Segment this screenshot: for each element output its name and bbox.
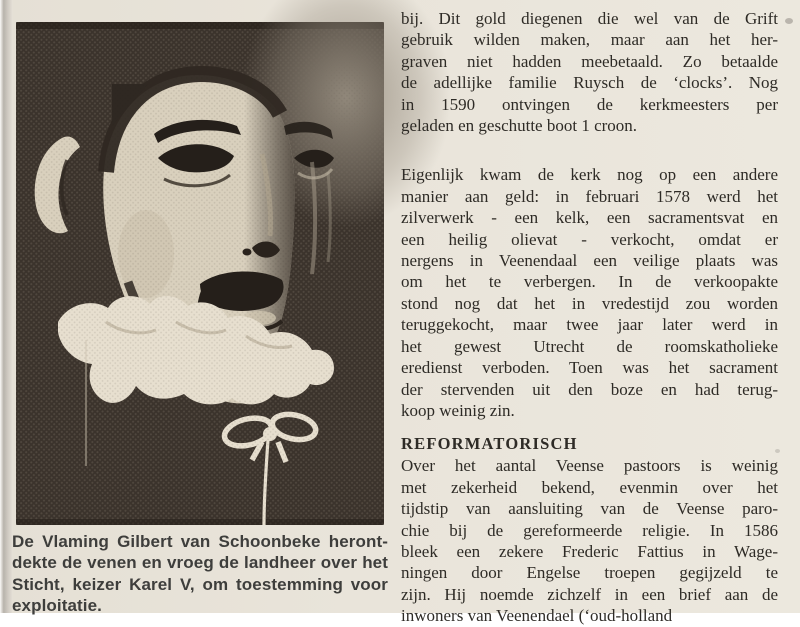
text-line: inwoners van Veenendael (‘oud-holland <box>401 606 673 626</box>
text-line: ningen door Engelse troepen gegijzeld te <box>401 563 778 583</box>
text-line: met zekerheid bekend, evenmin over het <box>401 477 778 497</box>
paragraph <box>401 455 778 626</box>
text-line: bij. Dit gold diegenen die wel van de Grift <box>401 9 778 28</box>
text-line: de adellijke familie Ruysch de ‘clocks’. Nog <box>401 73 778 93</box>
text-line: graven niet hadden meebetaald. Zo betaalde <box>401 51 778 71</box>
page-gutter-shadow <box>0 0 13 613</box>
text-line: zijn. Hij noemde zichzelf in een brief aan de <box>401 584 778 604</box>
text-line: stond nog dat het in vredestijd zou worden <box>401 293 778 313</box>
text-line: teruggekocht, maar twee jaar later werd in <box>401 315 778 335</box>
text-line: tijdstip van aansluiting van de Veense paro- <box>401 499 778 519</box>
text-line: Eigenlijk kwam de kerk nog op een andere <box>401 165 778 185</box>
portrait-figure <box>16 22 384 525</box>
portrait-image <box>16 22 384 525</box>
text-line: een heilig olievat - verkocht, omdat er <box>401 229 778 249</box>
text-line: bleek een zekere Frederic Fattius in Wage- <box>401 541 778 561</box>
text-line: zilverwerk - een kelk, een sacramentsvat en <box>401 208 778 228</box>
text-line: geladen en geschutte boot 1 croon. <box>401 116 638 136</box>
text-line: chie bij de gereformeerde religie. In 1586 <box>401 520 778 540</box>
paragraph <box>401 8 778 136</box>
figure-caption <box>12 531 388 616</box>
text-line: het gewest Utrecht de roomskatholieke <box>401 336 778 356</box>
text-line: gebruik wilden maken, maar aan het her- <box>401 30 778 50</box>
text-line: in 1590 ontvingen de kerkmeesters per <box>401 94 778 114</box>
article-column <box>401 8 778 627</box>
text-line: om het te verbergen. In de verkoopakte <box>401 272 778 292</box>
section-heading: REFORMATORISCH <box>401 434 578 454</box>
paragraph <box>401 164 778 421</box>
scan-speck <box>785 18 793 24</box>
text-line: De Vlaming Gilbert van Schoonbeke heront- <box>12 532 388 551</box>
text-line: Over het aantal Veense pastoors is weinig <box>401 456 778 476</box>
text-line: exploitatie. <box>12 595 103 615</box>
text-line: manier aan geld: in februari 1578 werd het <box>401 186 778 206</box>
text-line: eredienst verboden. Toen was het sacrament <box>401 358 778 378</box>
text-line: Sticht, keizer Karel V, om toestemming voor <box>12 574 388 594</box>
text-line: der stervenden uit den boze en had terug- <box>401 379 778 399</box>
text-line: koop weinig zin. <box>401 400 515 420</box>
text-line: nergens in Veenendaal een veilige plaats was <box>401 251 778 271</box>
text-line: dekte de venen en vroeg de landheer over het <box>12 553 388 573</box>
